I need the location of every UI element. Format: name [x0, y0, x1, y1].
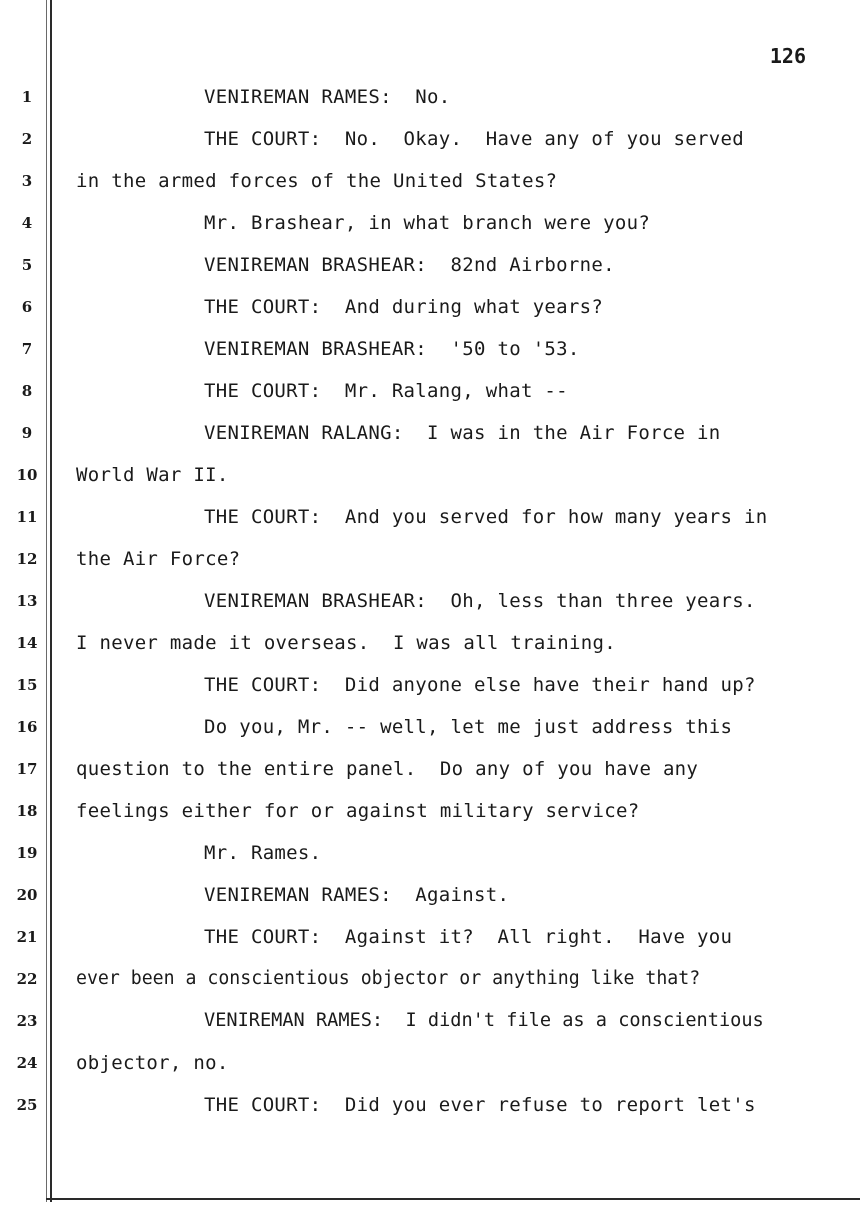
- line-number: 22: [16, 970, 38, 988]
- line-number: 19: [16, 844, 38, 862]
- transcript-line: VENIREMAN BRASHEAR: Oh, less than three years.: [204, 590, 756, 612]
- line-number: 21: [16, 928, 38, 946]
- line-number: 10: [16, 466, 38, 484]
- transcript-line: THE COURT: Did you ever refuse to report let's: [204, 1094, 756, 1116]
- transcript-line: VENIREMAN RAMES: I didn't file as a conscientious: [204, 1010, 764, 1031]
- transcript-line: I never made it overseas. I was all training.: [76, 632, 616, 654]
- transcript-line: objector, no.: [76, 1052, 229, 1074]
- line-number: 8: [21, 382, 33, 400]
- transcript-line: Mr. Rames.: [204, 842, 322, 864]
- bottom-margin-rule: [46, 1198, 860, 1200]
- line-number: 3: [21, 172, 33, 190]
- line-number: 12: [16, 550, 38, 568]
- line-number: 6: [21, 298, 33, 316]
- line-number: 9: [21, 424, 33, 442]
- transcript-line: THE COURT: No. Okay. Have any of you served: [204, 128, 744, 150]
- left-margin-rule: [50, 0, 52, 1202]
- line-number: 14: [16, 634, 38, 652]
- transcript-line: Do you, Mr. -- well, let me just address this: [204, 716, 733, 738]
- line-number: 15: [16, 676, 38, 694]
- line-number: 7: [21, 340, 33, 358]
- transcript-line: THE COURT: And you served for how many years in: [204, 506, 768, 528]
- left-margin-rule-outer: [46, 0, 47, 1202]
- transcript-line: VENIREMAN BRASHEAR: '50 to '53.: [204, 338, 580, 360]
- transcript-line: Mr. Brashear, in what branch were you?: [204, 212, 651, 234]
- transcript-line: THE COURT: Did anyone else have their hand up?: [204, 674, 756, 696]
- line-number: 18: [16, 802, 38, 820]
- transcript-line: THE COURT: Mr. Ralang, what --: [204, 380, 568, 402]
- transcript-line: THE COURT: And during what years?: [204, 296, 604, 318]
- line-number: 23: [16, 1012, 38, 1030]
- transcript-line: question to the entire panel. Do any of you have any: [76, 758, 699, 780]
- line-number: 17: [16, 760, 38, 778]
- transcript-line: VENIREMAN BRASHEAR: 82nd Airborne.: [204, 254, 615, 276]
- transcript-line: ever been a conscientious objector or anything like that?: [76, 968, 701, 989]
- line-number: 4: [21, 214, 33, 232]
- transcript-line: VENIREMAN RALANG: I was in the Air Force in: [204, 422, 721, 444]
- line-number: 5: [21, 256, 33, 274]
- line-number: 1: [21, 88, 33, 106]
- line-number: 2: [21, 130, 33, 148]
- page-number: 126: [769, 44, 806, 68]
- transcript-line: VENIREMAN RAMES: Against.: [204, 884, 510, 906]
- line-number: 20: [16, 886, 38, 904]
- line-number: 24: [16, 1054, 38, 1072]
- line-number: 25: [16, 1096, 38, 1114]
- transcript-line: THE COURT: Against it? All right. Have you: [204, 926, 733, 948]
- line-number: 16: [16, 718, 38, 736]
- transcript-line: feelings either for or against military service?: [76, 800, 640, 822]
- line-number: 13: [16, 592, 38, 610]
- transcript-line: World War II.: [76, 464, 229, 486]
- transcript-line: in the armed forces of the United States?: [76, 170, 558, 192]
- transcript-line: the Air Force?: [76, 548, 241, 570]
- line-number: 11: [16, 508, 38, 526]
- transcript-line: VENIREMAN RAMES: No.: [204, 86, 451, 108]
